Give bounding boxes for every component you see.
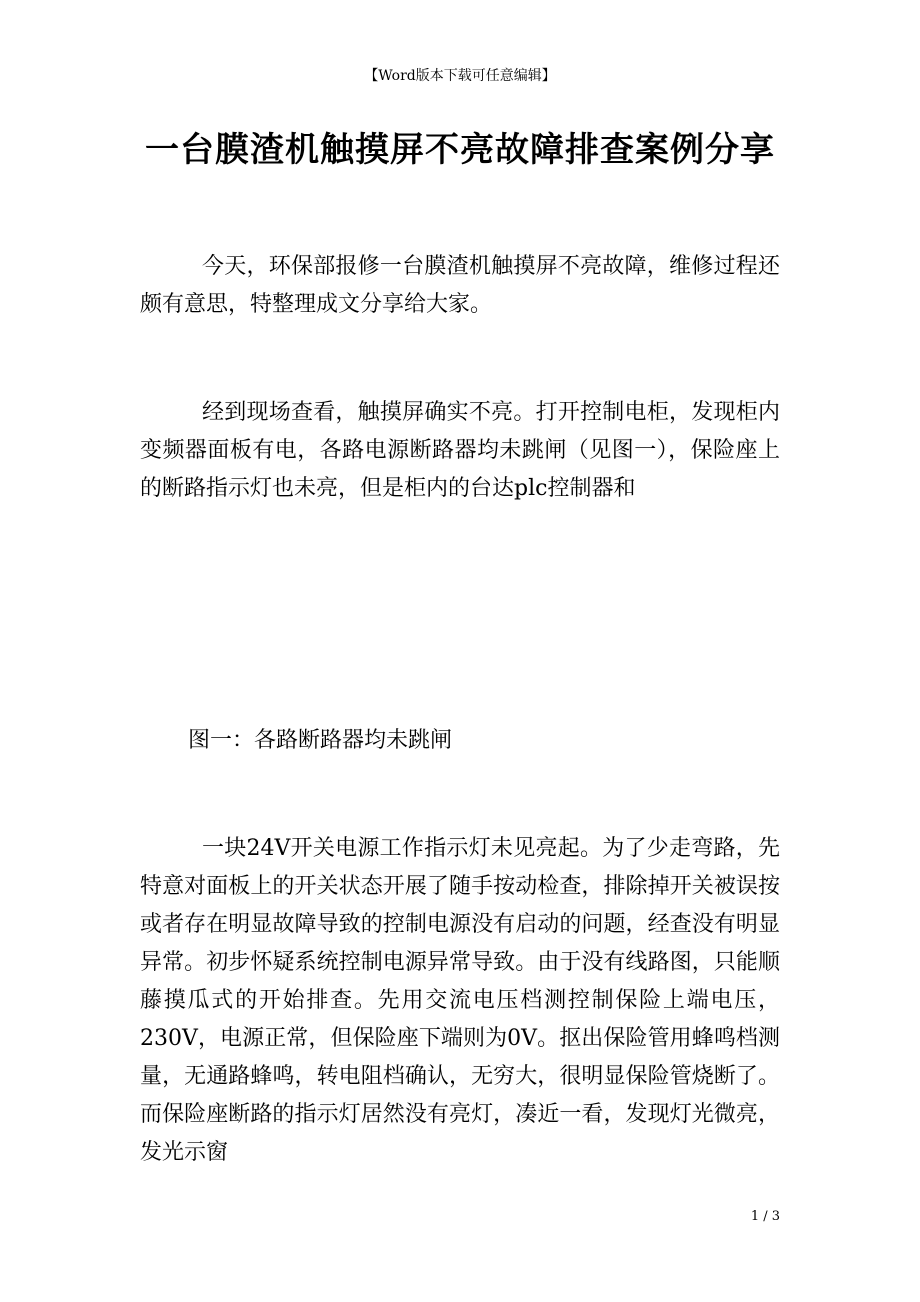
figure-caption: 图一：各路断路器均未跳闸 [188,728,453,753]
paragraph-intro: 今天，环保部报修一台膜渣机触摸屏不亮故障，维修过程还颇有意思，特整理成文分享给大家。 [140,254,780,317]
document-title: 一台膜渣机触摸屏不亮故障排查案例分享 [145,130,775,170]
paragraph-troubleshooting: 一块24V开关电源工作指示灯未见亮起。为了少走弯路，先特意对面板上的开关状态开展了随手按动检查，排除掉开关被误按或者存在明显故障导致的控制电源没有启动的问题，经查没有明显异常。初步怀疑系统控制电源异常导致。由于没有线路图，只能顺藤摸瓜式的开始排查。先用交流电压档测控制保险上端电压，230V，电源正常，但保险座下端则为0V。抠出保险管用蜂鸣档测量，无通路蜂鸣，转电阻档确认，无穷大，很明显保险管烧断了。而保险座断路的指示灯居然没有亮灯，凑近一看，发现灯光微亮，发光示窗 [140,836,780,1165]
paragraph-inspection: 经到现场查看，触摸屏确实不亮。打开控制电柜，发现柜内变频器面板有电，各路电源断路器均未跳闸（见图一），保险座上的断路指示灯也未亮，但是柜内的台达plc控制器和 [140,400,780,501]
header-note: 【Word版本下载可任意编辑】 [364,68,556,84]
page-number: 1 / 3 [750,1209,780,1224]
figure-placeholder [140,560,780,710]
